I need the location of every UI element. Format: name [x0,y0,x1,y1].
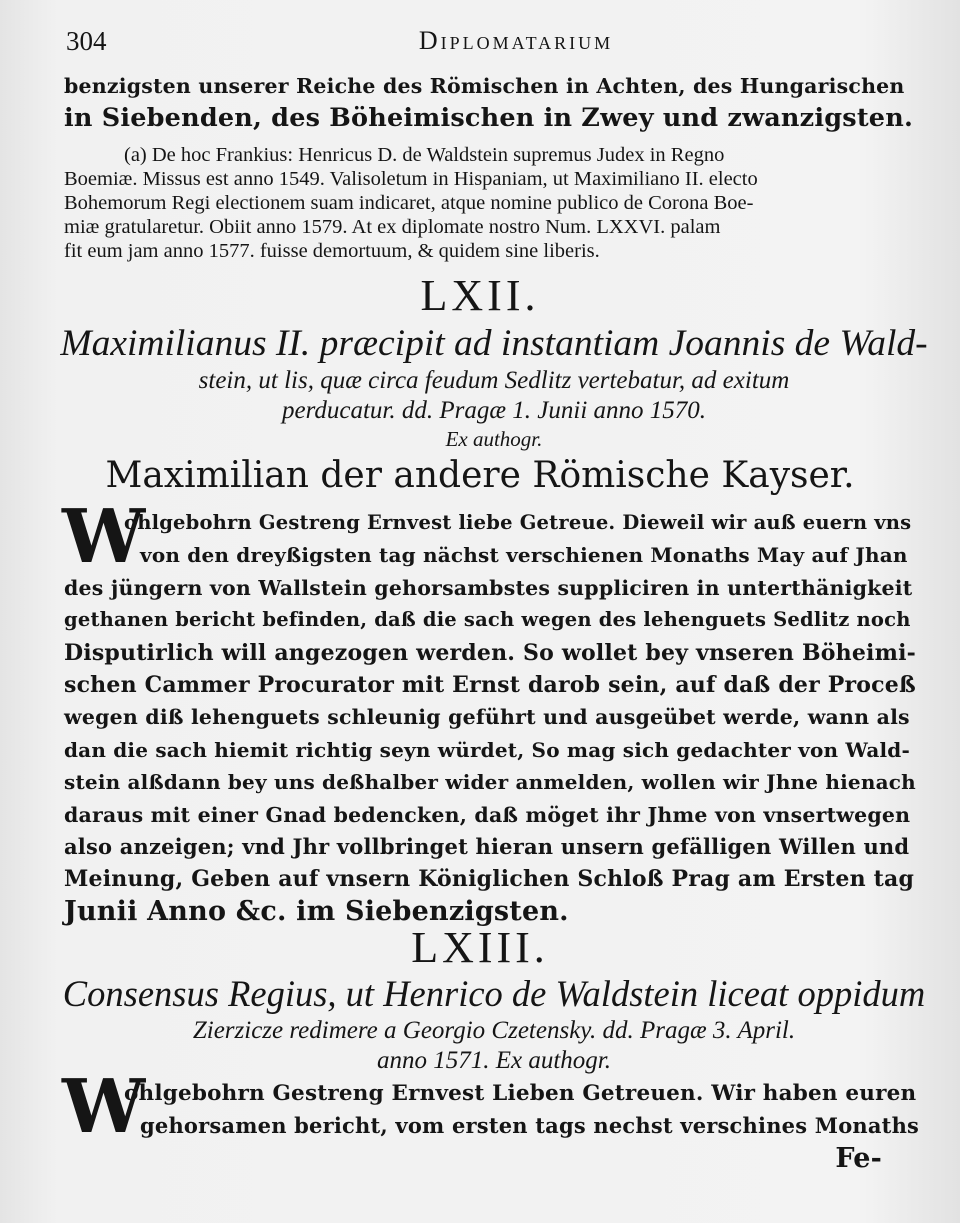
text-line: gehorsamen bericht, vom ersten tags nechst verschines Monaths [140,1113,920,1139]
document-text [64,1078,922,1175]
document-regest [60,972,928,1076]
document-regest [60,322,928,452]
continuation-text [64,70,922,135]
text-line: daraus mit einer Gnad bedencken, daß möget ihr Jhme von vnsertwegen [64,802,911,827]
footnote-line: fit eum jam anno 1577. fuisse demortuum, & quidem sine liberis. [64,240,600,262]
document-heading: Maximilian der andere Römische Kayser. [105,455,855,496]
regest-line: stein, ut lis, quæ circa feudum Sedlitz vertebatur, ad exitum [198,367,790,394]
text-line: des jüngern von Wallstein gehorsambstes suppliciren in unterthänigkeit [64,575,913,600]
source-note: Ex authogr. [445,427,543,451]
text-line: also anzeigen; vnd Jhr vollbringet hieran unsern gefälligen Willen und [64,834,910,860]
text-line: Disputirlich will angezogen werden. So wollet bey vnseren Böheimi- [64,639,916,666]
document-text [64,507,922,928]
running-title: Diplomatarium [418,26,614,55]
page-number: 304 [66,26,107,56]
regest-line: Consensus Regius, ut Henrico de Waldstein liceat oppidum [62,973,926,1014]
text-line: Junii Anno &c. im Siebenzigsten. [64,895,569,927]
regest-line: anno 1571. Ex authogr. [376,1047,612,1074]
text-line: schen Cammer Procurator mit Ernst darob sein, auf daß der Proceß [64,672,916,699]
text-line: benzigsten unserer Reiche des Römischen in Achten, des Hungarischen [64,74,905,98]
text-line: von den dreyßigsten tag nächst verschienen Monaths May auf Jhan [140,543,908,568]
text-line: ohlgebohrn Gestreng Ernvest Lieben Getreuen. Wir haben euren [124,1081,917,1106]
text-line: in Siebenden, des Böheimischen in Zwey und zwanzigsten. [64,103,914,134]
footnote-line: miæ gratularetur. Obiit anno 1579. At ex diplomate nostro Num. LXXVI. palam [64,216,721,238]
text-line: gethanen bericht befinden, daß die sach wegen des lehenguets Sedlitz noch [64,608,911,632]
text-line: stein alßdann bey uns deßhalber wider anmelden, wollen wir Jhne hienach [64,770,916,795]
text-line: ohlgebohrn Gestreng Ernvest liebe Getreue. Dieweil wir auß euern vns [124,511,912,534]
text-line: dan die sach hiemit richtig seyn würdet, So mag sich gedachter von Wald- [64,737,910,762]
regest-line: perducatur. dd. Pragæ 1. Junii anno 1570. [281,397,707,424]
drop-cap: W [62,494,146,580]
footnote-line: Boemiæ. Missus est anno 1549. Valisoletum in Hispaniam, ut Maximiliano II. electo [64,168,758,190]
page-header [66,26,926,60]
catchword: Fe- [835,1142,882,1174]
regest-line: Zierzicze redimere a Georgio Czetensky. dd. Pragæ 3. April. [192,1017,796,1044]
footnote [64,143,922,263]
footnote-line: (a) De hoc Frankius: Henricus D. de Waldstein supremus Judex in Regno [124,144,725,166]
text-line: wegen diß lehenguets schleunig geführt und ausgeübet werde, wann als [64,705,910,730]
text-line: Meinung, Geben auf vnsern Königlichen Schloß Prag am Ersten tag [64,866,915,893]
drop-cap: W [62,1064,146,1150]
document-number: LXIII. [411,923,549,972]
footnote-line: Bohemorum Regi electionem suam indicaret, atque nomine publico de Corona Boe- [64,192,754,214]
regest-line: Maximilianus II. præcipit ad instantiam Joannis de Wald- [60,323,928,364]
document-number: LXII. [420,271,540,320]
